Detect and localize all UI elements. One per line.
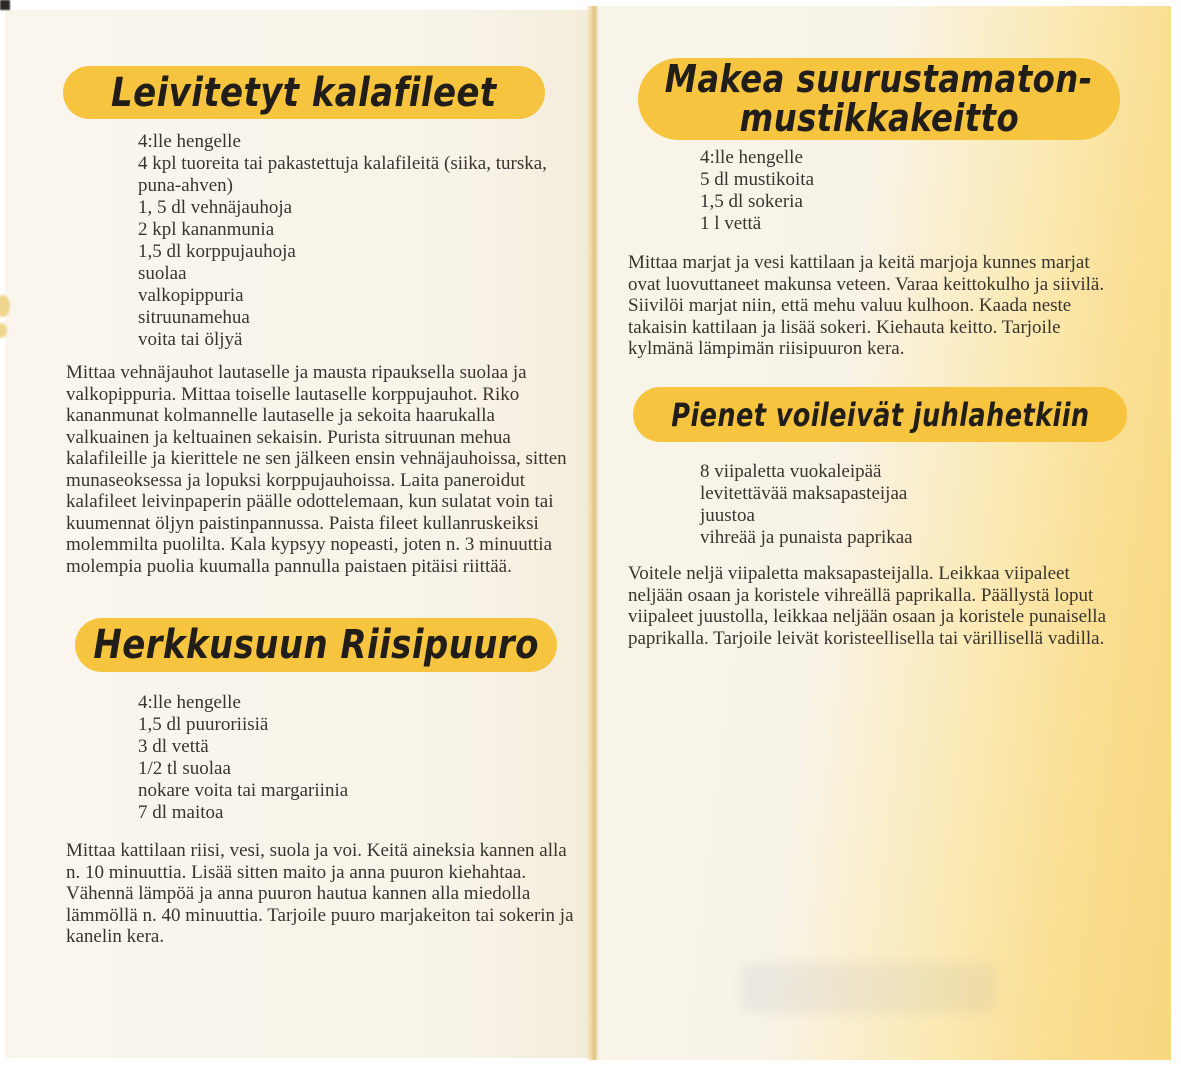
ingredient-item: 1,5 dl puuroriisiä xyxy=(138,714,269,735)
ingredient-item: 1/2 tl suolaa xyxy=(138,758,231,779)
scan-border-left xyxy=(0,0,5,1074)
instructions-kalafileet: Mittaa vehnäjauhot lautaselle ja mausta ripauksella suolaa ja valkopippuria. Mittaa toiselle lautaselle korppujauhot. Riko kananmunat kolmannelle lautaselle ja sekoita haarukalla valkuainen ja keltuainen sekaisin. Purista sitruunan mehua kalafileille ja kierittele ne sen jälkeen ensin vehnäjauhoissa, sitten munaseoksessa ja lopuksi korppujauhoissa. Laita paneroidut kalafileet leivinpaperin päälle odottelemaan, kun sulatat voin tai kuumennat öljyn paistinpannussa. Paista fileet kullanruskeiksi molemmilta puolilta. Kala kypsyy nopeasti, joten n. 3 minuuttia molempia puolia kuumalla pannulla paistaen pitäisi riittää. xyxy=(66,362,567,577)
page-fold-crease xyxy=(586,0,602,1074)
scan-border-top xyxy=(0,0,1181,6)
ingredient-item: juustoa xyxy=(700,505,755,526)
ingredient-item: 4 kpl tuoreita tai pakastettuja kalafileitä (siika, turska, puna-ahven) xyxy=(138,153,547,196)
ingredient-item: vihreää ja punaista paprikaa xyxy=(700,527,913,548)
instructions-voileivat: Voitele neljä viipaletta maksapasteijalla. Leikkaa viipaleet neljään osaan ja koristele vihreällä paprikalla. Päällystä loput viipaleet juustolla, leikkaa neljään osaan ja koristele punaisella paprikalla. Tarjoile leivät koristeellisella tai värillisellä vadilla. xyxy=(628,563,1106,649)
ingredient-item: 4:lle hengelle xyxy=(138,692,241,713)
star-icon xyxy=(1072,640,1165,733)
ingredient-item: suolaa xyxy=(138,263,187,284)
star-icon xyxy=(1117,869,1175,927)
ingredient-item: sitruunamehua xyxy=(138,307,250,328)
ingredient-list-voileivat xyxy=(700,461,1120,549)
ingredient-item: valkopippuria xyxy=(138,285,244,306)
ingredient-item: 1 l vettä xyxy=(700,213,762,234)
ingredient-item: 1, 5 dl vehnäjauhoja xyxy=(138,197,293,218)
ingredient-list-mustikkakeitto xyxy=(700,147,1100,235)
ingredient-item: 1,5 dl korppujauhoja xyxy=(138,241,296,262)
recipe-title-mustikkakeitto-line1: Makea suurustamaton- xyxy=(665,57,1093,101)
ingredient-item: 7 dl maitoa xyxy=(138,802,224,823)
recipe-title-mustikkakeitto-line2: mustikkakeitto xyxy=(739,96,1019,140)
scan-corner-artifact xyxy=(0,0,10,10)
ingredient-list-kalafileet xyxy=(138,131,588,351)
recipe-title-voileivat: Pienet voileivät juhlahetkiin xyxy=(670,395,1090,434)
ingredient-item: 4:lle hengelle xyxy=(700,147,803,168)
ingredient-item: 5 dl mustikoita xyxy=(700,169,814,190)
scan-border-bottom xyxy=(0,1060,1181,1074)
ingredient-item: 8 viipaletta vuokaleipää xyxy=(700,461,882,482)
title-pill-riisipuuro xyxy=(75,618,557,672)
ingredient-item: 2 kpl kananmunia xyxy=(138,219,275,240)
instructions-riisipuuro: Mittaa kattilaan riisi, vesi, suola ja voi. Keitä aineksia kannen alla n. 10 minuuttia. Lisää sitten maito ja anna puuron kiehahtaa. Vähennä lämpöä ja anna puuron hautua kannen alla miedolla lämmöllä n. 40 minuuttia. Tarjoile puuro marjakeiton tai sokerin ja kanelin kera. xyxy=(66,840,574,947)
ingredient-item: 3 dl vettä xyxy=(138,736,209,757)
recipe-title-kalafileet: Leivitetyt kalafileet xyxy=(111,69,497,116)
star-icon xyxy=(1016,731,1066,781)
ingredient-item: 1,5 dl sokeria xyxy=(700,191,803,212)
ingredient-list-riisipuuro xyxy=(138,692,578,824)
scan-border-right xyxy=(1171,0,1181,1074)
ingredient-item: 4:lle hengelle xyxy=(138,131,241,152)
title-pill-kalafileet xyxy=(63,66,545,119)
title-pill-mustikkakeitto xyxy=(638,58,1120,140)
ingredient-item: voita tai öljyä xyxy=(138,329,243,350)
ingredient-item: levitettävää maksapasteijaa xyxy=(700,483,908,504)
title-pill-voileivat xyxy=(633,387,1127,442)
instructions-mustikkakeitto: Mittaa marjat ja vesi kattilaan ja keitä marjoja kunnes marjat ovat luovuttaneet makunsa veteen. Varaa keittokulho ja siivilä. Siivilöi marjat niin, että mehu valuu kulhoon. Kaada neste takaisin kattilaan ja lisää sokeri. Kiehauta keitto. Tarjoile kylmänä lämpimän riisipuuron kera. xyxy=(628,252,1105,359)
ingredient-item: nokare voita tai margariinia xyxy=(138,780,349,801)
print-bleed-smudge xyxy=(740,963,995,1013)
star-icon xyxy=(1105,962,1163,1020)
recipe-title-riisipuuro: Herkkusuun Riisipuuro xyxy=(93,622,539,668)
star-icon xyxy=(979,942,1104,1067)
